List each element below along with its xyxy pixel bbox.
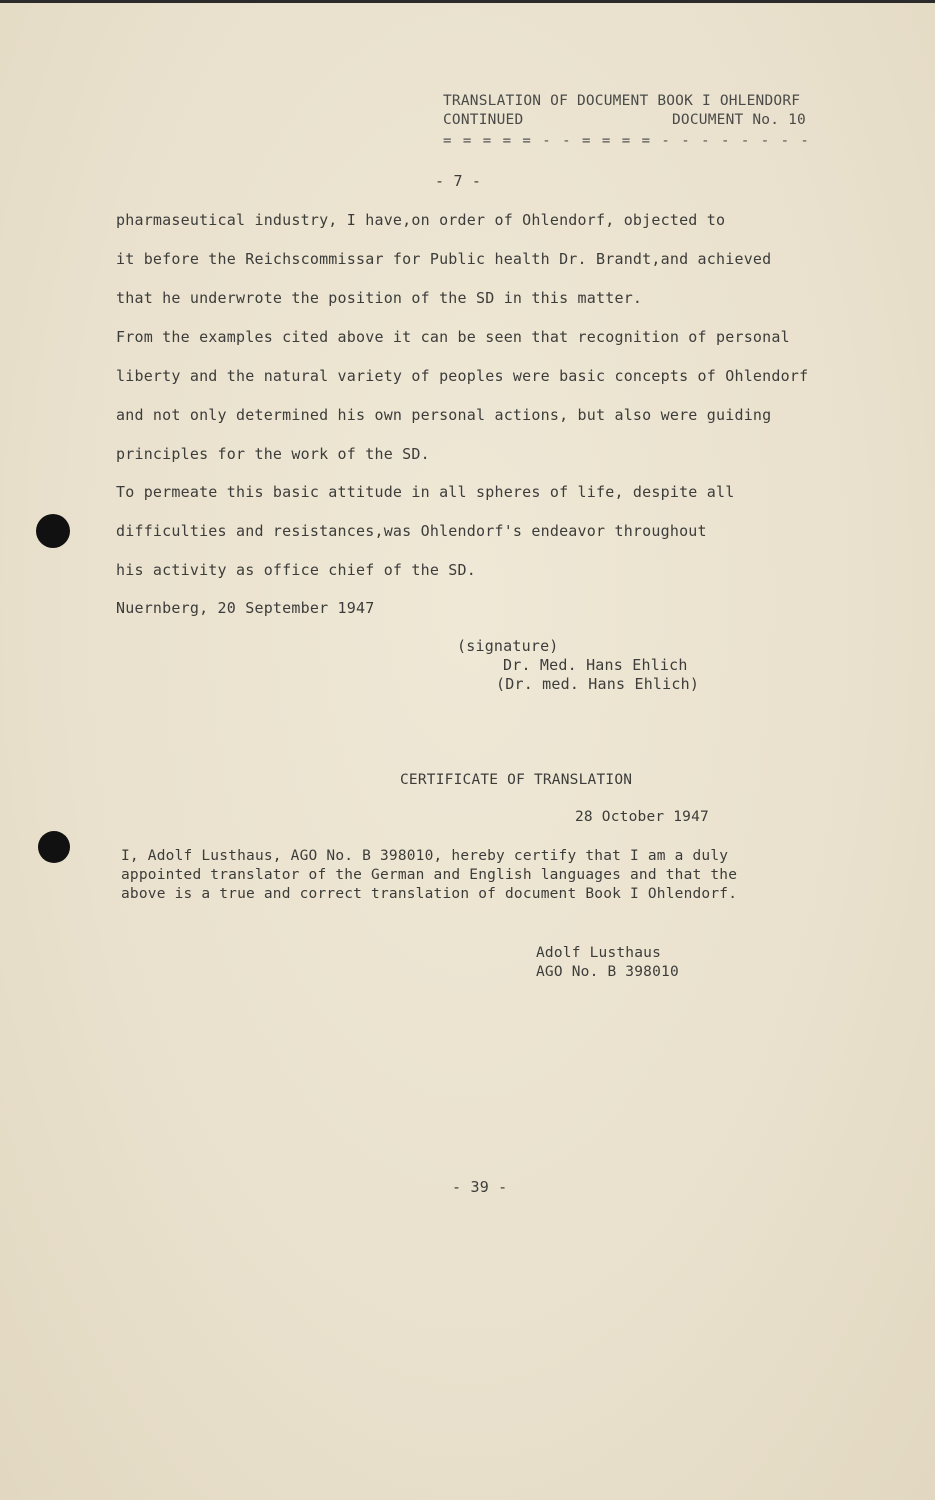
body-line-9: difficulties and resistances,was Ohlendorf's endeavor throughout: [116, 522, 707, 540]
certificate-date: 28 October 1947: [575, 809, 709, 825]
body-line-5: liberty and the natural variety of peoples were basic concepts of Ohlendorf: [116, 367, 809, 385]
certificate-signer-name: Adolf Lusthaus: [536, 945, 662, 961]
body-line-10: his activity as office chief of the SD.: [116, 561, 476, 579]
punch-hole-lower: [38, 831, 70, 863]
place-date: Nuernberg, 20 September 1947: [116, 599, 375, 617]
signature-name-paren: (Dr. med. Hans Ehlich): [496, 675, 700, 693]
body-line-7: principles for the work of the SD.: [116, 445, 430, 463]
signature-mark: (signature): [457, 637, 559, 655]
body-line-2: it before the Reichscommissar for Public health Dr. Brandt,and achieved: [116, 250, 772, 268]
certificate-line-1: I, Adolf Lusthaus, AGO No. B 398010, hereby certify that I am a duly: [121, 848, 729, 864]
body-line-6: and not only determined his own personal actions, but also were guiding: [116, 406, 772, 424]
certificate-signer-ago: AGO No. B 398010: [536, 964, 679, 980]
header-rule: = = = = = - - = = = = - - - - - - - -: [443, 133, 811, 149]
body-line-3: that he underwrote the position of the SD in this matter.: [116, 289, 643, 307]
footer-page-number: - 39 -: [452, 1178, 508, 1196]
body-line-1: pharmaseutical industry, I have,on order of Ohlendorf, objected to: [116, 211, 726, 229]
signature-name: Dr. Med. Hans Ehlich: [503, 656, 688, 674]
certificate-title: CERTIFICATE OF TRANSLATION: [400, 772, 633, 788]
header-continued: CONTINUED: [443, 112, 524, 128]
page-marker: - 7 -: [435, 172, 482, 190]
certificate-line-3: above is a true and correct translation of document Book I Ohlendorf.: [121, 886, 738, 902]
body-line-8: To permeate this basic attitude in all spheres of life, despite all: [116, 483, 735, 501]
body-line-4: From the examples cited above it can be seen that recognition of personal: [116, 328, 790, 346]
punch-hole-upper: [36, 514, 70, 548]
header-title: TRANSLATION OF DOCUMENT BOOK I OHLENDORF: [443, 93, 801, 109]
certificate-line-2: appointed translator of the German and English languages and that the: [121, 867, 738, 883]
scan-top-edge: [0, 0, 935, 3]
header-document-number: DOCUMENT No. 10: [672, 112, 806, 128]
